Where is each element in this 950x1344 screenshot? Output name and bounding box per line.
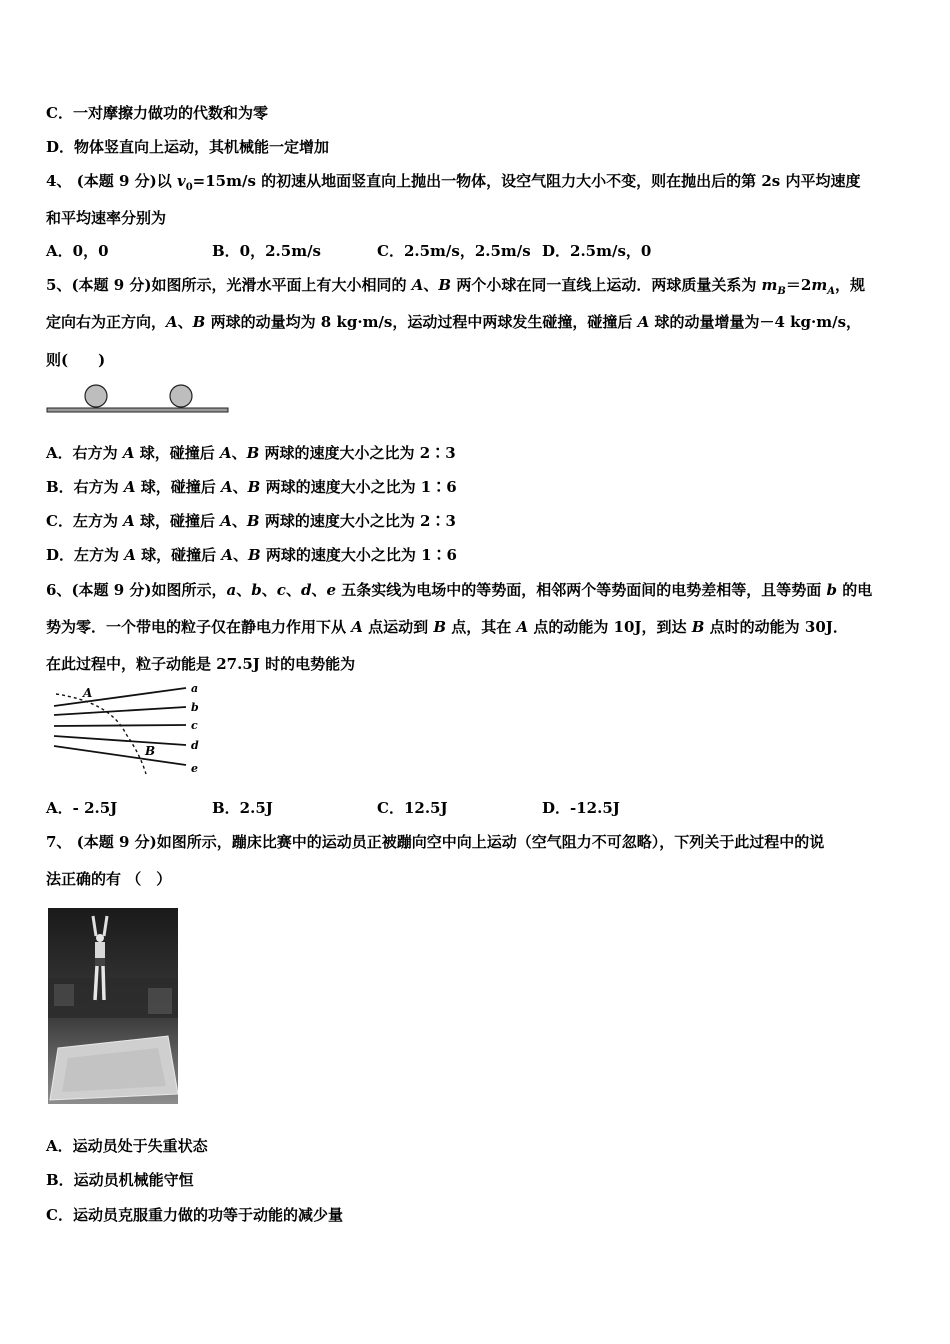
q7-option-b: B．运动员机械能守恒	[46, 1171, 194, 1189]
q4-options	[46, 241, 866, 261]
q6-option-c: C．12.5J	[377, 799, 448, 817]
q5-stem-line3: 则( )	[46, 351, 106, 369]
q6-option-a: A．- 2.5J	[46, 799, 118, 817]
q6-options	[46, 798, 866, 818]
label-d: d	[191, 739, 199, 752]
q5-option-b: B．右方为 A 球，碰撞后 A、B 两球的速度大小之比为 1∶6	[46, 478, 457, 496]
q6-figure-equipotential	[50, 682, 210, 777]
equipotential-b	[54, 707, 186, 715]
q7-option-a: A．运动员处于失重状态	[46, 1137, 208, 1155]
q4-option-b: B．0，2.5m/s	[212, 242, 322, 260]
q6-option-d: D．-12.5J	[542, 799, 620, 817]
q5-option-d: D．左方为 A 球，碰撞后 A、B 两球的速度大小之比为 1∶6	[46, 546, 457, 564]
q3-option-c: C．一对摩擦力做功的代数和为零	[46, 104, 268, 122]
q7-stem-line2: 法正确的有 （ ）	[46, 870, 172, 888]
q5-figure-balls	[44, 380, 234, 416]
q6-stem-line2: 势为零．一个带电的粒子仅在静电力作用下从 A 点运动到 B 点，其在 A 点的动能为 10J，到达 B 点时的动能为 30J．	[46, 618, 848, 636]
q4-option-a: A．0，0	[46, 242, 109, 260]
ball-left	[85, 385, 107, 407]
q4-option-d: D．2.5m/s，0	[542, 242, 652, 260]
q6-stem-line1: 6、(本题 9 分)如图所示，a、b、c、d、e 五条实线为电场中的等势面，相邻两个等势面间的电势差相等，且等势面 b 的电	[46, 581, 873, 599]
label-point-a: A	[83, 686, 93, 700]
q4-stem-line2: 和平均速率分别为	[46, 209, 167, 227]
ball-right	[170, 385, 192, 407]
label-b: b	[191, 701, 199, 714]
label-a: a	[191, 682, 199, 695]
q4-stem-line1: 4、 (本题 9 分)以 $v_0=15m/s$ 的初速从地面竖直向上抛出一物体，设空气阻力大小不变，则在抛出后的第 2s 内平均速度	[46, 172, 861, 193]
q6-stem-line3: 在此过程中，粒子动能是 27.5J 时的电势能为	[46, 655, 356, 673]
equipotential-d	[54, 736, 186, 745]
q4-option-c: C．2.5m/s，2.5m/s	[377, 242, 531, 260]
equipotential-e	[54, 746, 186, 765]
label-point-b: B	[145, 744, 156, 758]
label-c: c	[191, 719, 198, 732]
q7-option-c: C．运动员克服重力做的功等于动能的减少量	[46, 1206, 343, 1224]
q5-option-c: C．左方为 A 球，碰撞后 A、B 两球的速度大小之比为 2∶3	[46, 512, 456, 530]
particle-trajectory	[56, 694, 146, 774]
equipotential-a	[54, 688, 186, 706]
horizontal-surface	[47, 408, 228, 412]
q7-figure-trampoline-photo	[48, 908, 178, 1104]
q5-option-a: A．右方为 A 球，碰撞后 A、B 两球的速度大小之比为 2∶3	[46, 444, 456, 462]
q7-stem-line1: 7、 (本题 9 分)如图所示，蹦床比赛中的运动员正被蹦向空中向上运动（空气阻力不可忽略），下列关于此过程中的说	[46, 833, 825, 851]
q3-option-d: D．物体竖直向上运动，其机械能一定增加	[46, 138, 330, 156]
q6-option-b: B．2.5J	[212, 799, 273, 817]
label-e: e	[191, 762, 198, 775]
q5-stem-line2: 定向右为正方向，A、B 两球的动量均为 8 kg·m/s，运动过程中两球发生碰撞，碰撞后 A 球的动量增量为－4 kg·m/s，	[46, 313, 862, 331]
q5-stem-line1: 5、(本题 9 分)如图所示，光滑水平面上有大小相同的 A、B 两个小球在同一直线上运动．两球质量关系为 $m_B=2m_A$，规	[46, 276, 865, 297]
